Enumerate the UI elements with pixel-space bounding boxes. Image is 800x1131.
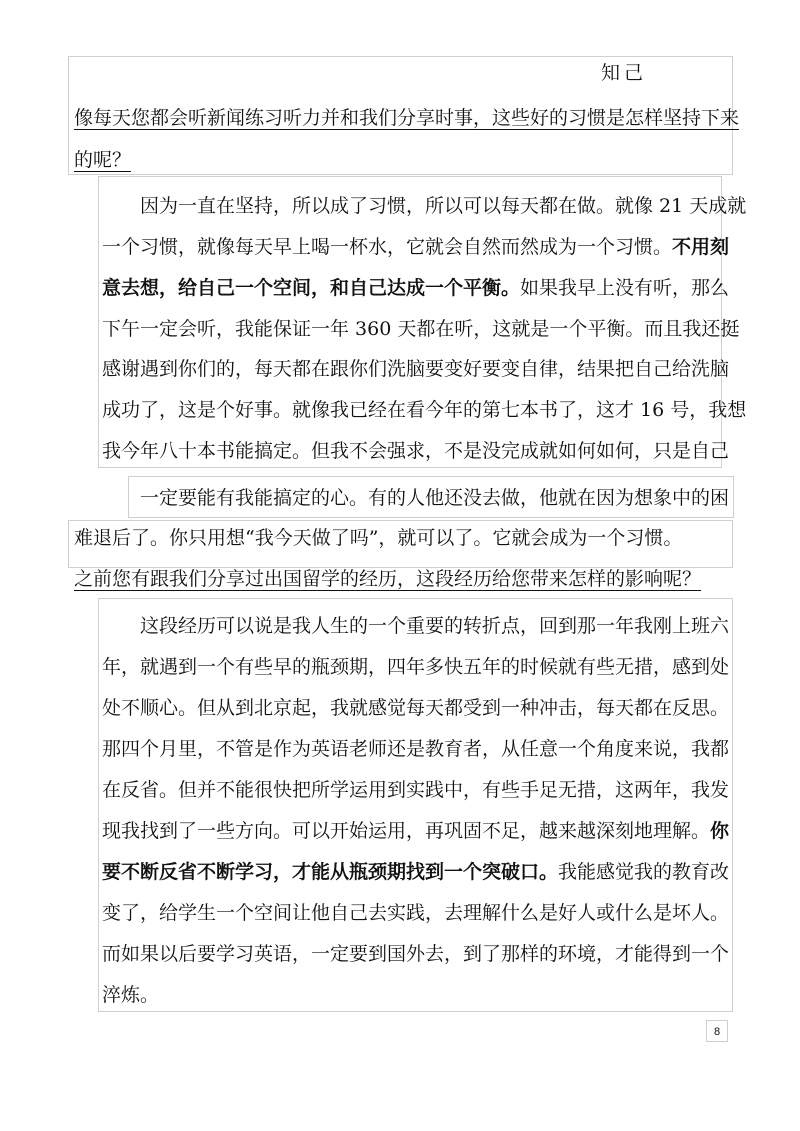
answer1-line2 [102, 235, 729, 259]
answer2-line2: 年，就遇到一个有些早的瓶颈期，四年多快五年的时候就有些无措，感到处 [102, 656, 730, 678]
answer1-line5: 感谢遇到你们的，每天都在跟你们洗脑要变好要变自律，结果把自己给洗脑 [102, 358, 730, 380]
answer1-line2-bold: 不用刻 [672, 236, 730, 258]
answer1-line6: 成功了，这是个好事。就像我已经在看今年的第七本书了，这才 16 号，我想 [102, 399, 747, 421]
answer1-line3-bold: 意去想，给自己一个空间，和自己达成一个平衡。 [102, 277, 521, 299]
page-number: 8 [706, 1020, 728, 1042]
answer2-line6 [102, 819, 729, 843]
answer2-line8: 变了，给学生一个空间让他自己去实践，去理解什么是好人或什么是坏人。 [102, 902, 730, 924]
answer1-line3 [102, 276, 729, 300]
answer2-line7-bold: 要不断反省不断学习，才能从瓶颈期找到一个突破口。 [102, 861, 559, 883]
answer2-line7-text: 我能感觉我的教育改 [558, 861, 730, 883]
answer1-line7: 我今年八十本书能搞定。但我不会强求，不是没完成就如何如何，只是自己 [102, 440, 730, 462]
answer1-line3-text: 如果我早上没有听，那么 [520, 277, 730, 299]
answer2-line1: 这段经历可以说是我人生的一个重要的转折点，回到那一年我刚上班六 [140, 615, 730, 637]
answer2-line3: 处不顺心。但从到北京起，我就感觉每天都受到一种冲击，每天都在反思。 [102, 697, 730, 719]
answer1-line4: 下午一定会听，我能保证一年 360 天都在听，这就是一个平衡。而且我还挺 [102, 318, 740, 340]
answer1-line2-text: 一个习惯，就像每天早上喝一杯水，它就会自然而然成为一个习惯。 [102, 236, 673, 258]
answer2-line9: 而如果以后要学习英语，一定要到国外去，到了那样的环境，才能得到一个 [102, 943, 730, 965]
answer1-line9: 难退后了。你只用想“我今天做了吗”，就可以了。它就会成为一个习惯。 [74, 527, 683, 549]
answer1-line1: 因为一直在坚持，所以成了习惯，所以可以每天都在做。就像 21 天成就 [140, 195, 747, 217]
answer2-line6-text: 现我找到了一些方向。可以开始运用，再巩固不足，越来越深刻地理解。 [102, 820, 711, 842]
question1-line2: 的呢？ [74, 149, 132, 171]
question1-line1: 像每天您都会听新闻练习听力并和我们分享时事，这些好的习惯是怎样坚持下来 [74, 107, 740, 129]
answer2-line5: 在反省。但并不能很快把所学运用到实践中，有些手足无措，这两年，我发 [102, 779, 730, 801]
answer2-line6-bold: 你 [710, 820, 730, 842]
answer2-line7 [102, 860, 729, 884]
header-label: 知己 [601, 62, 648, 84]
answer1-line8: 一定要能有我能搞定的心。有的人他还没去做，他就在因为想象中的困 [140, 487, 730, 509]
question2-line1: 之前您有跟我们分享过出国留学的经历，这段经历给您带来怎样的影响呢？ [74, 568, 702, 590]
answer2-line4: 那四个月里，不管是作为英语老师还是教育者，从任意一个角度来说，我都 [102, 738, 730, 760]
answer2-line10: 淬炼。 [102, 984, 160, 1006]
